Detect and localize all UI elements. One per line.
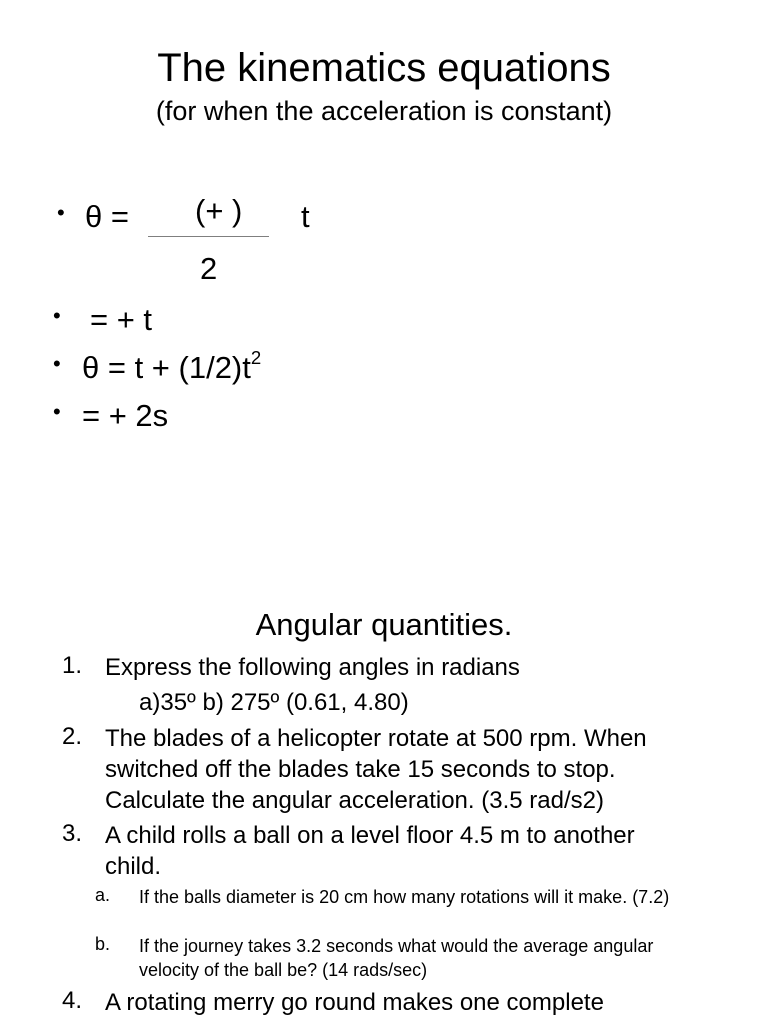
equation-1-left: θ = bbox=[85, 199, 129, 234]
question-text: A rotating merry go round makes one complete bbox=[105, 989, 604, 1016]
question-detail: a)35º b) 275º (0.61, 4.80) bbox=[139, 689, 409, 716]
sub-question-letter: b. bbox=[95, 934, 111, 954]
bullet-marker: • bbox=[53, 303, 61, 328]
bullet-marker: • bbox=[53, 399, 61, 424]
question-number: 2. bbox=[62, 723, 83, 750]
equation-4: = + 2s bbox=[82, 398, 169, 433]
question-text: Express the following angles in radians bbox=[105, 654, 520, 681]
question-text: A child rolls a ball on a level floor 4.5 m to another child. bbox=[105, 822, 635, 880]
equation-1-denominator: 2 bbox=[200, 251, 218, 286]
question-number: 1. bbox=[62, 652, 83, 679]
sub-question-text: If the journey takes 3.2 seconds what would the average angular velocity of the ball be? (14 rads/sec) bbox=[139, 936, 654, 980]
section-heading: Angular quantities. bbox=[255, 607, 513, 642]
question-number: 3. bbox=[62, 820, 83, 847]
question-text: The blades of a helicopter rotate at 500 rpm. When switched off the blades take 15 seconds to stop. Calculate the angular acceleration. (3.5 rad/s2) bbox=[105, 725, 647, 814]
bullet-marker: • bbox=[53, 351, 61, 376]
equation-1-right: t bbox=[301, 199, 310, 234]
bullet-marker: • bbox=[57, 200, 65, 225]
sub-question-text: If the balls diameter is 20 cm how many rotations will it make. (7.2) bbox=[139, 887, 670, 907]
page-subtitle: (for when the acceleration is constant) bbox=[155, 96, 613, 126]
equation-1-numerator: (+ ) bbox=[195, 193, 243, 228]
question-number: 4. bbox=[62, 987, 83, 1014]
equation-2: = + t bbox=[90, 302, 153, 337]
sub-question-letter: a. bbox=[95, 885, 111, 905]
page-title: The kinematics equations bbox=[157, 46, 611, 90]
equation-3: $\theta = t + (1/2)t^2$ bbox=[82, 347, 262, 385]
fraction-bar bbox=[148, 236, 269, 237]
